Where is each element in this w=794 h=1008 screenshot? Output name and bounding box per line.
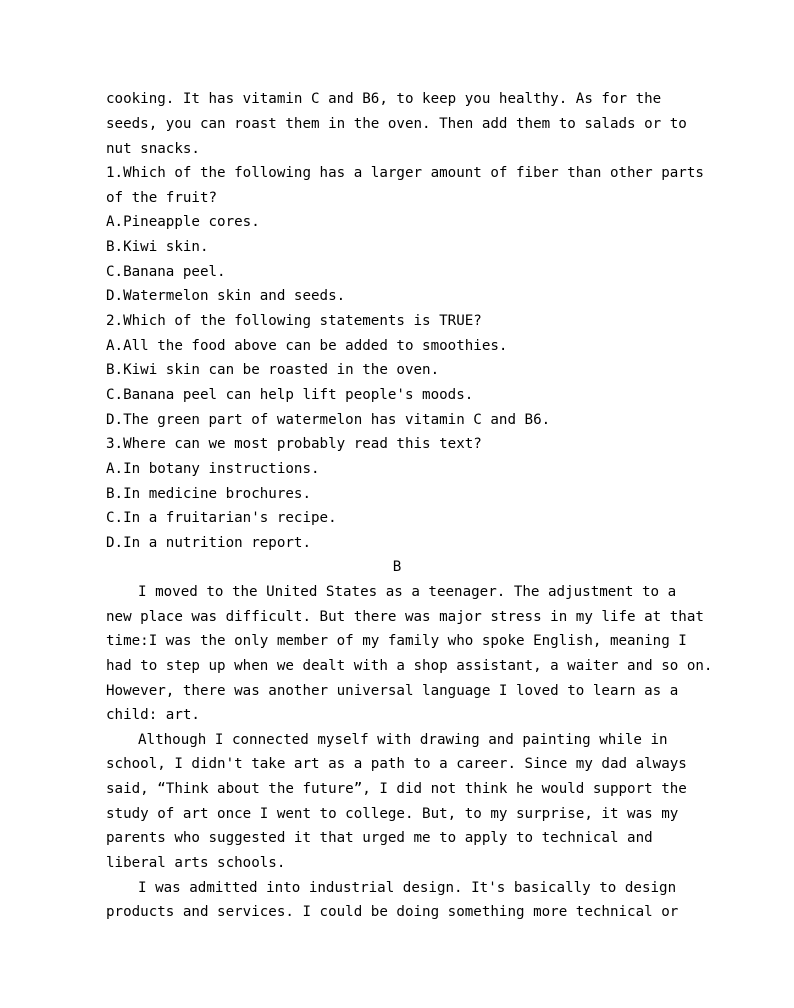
section-heading: B: [392, 559, 402, 575]
answer-option: C.In a fruitarian's recipe.: [106, 510, 337, 526]
text-line: I was admitted into industrial design. It's basically to design: [138, 880, 677, 896]
text-line: Although I connected myself with drawing and painting while in: [138, 732, 668, 748]
answer-option: B.Kiwi skin can be roasted in the oven.: [106, 362, 440, 378]
answer-option: A.All the food above can be added to smoothies.: [106, 338, 508, 354]
question-stem: 1.Which of the following has a larger amount of fiber than other parts: [106, 165, 704, 181]
text-line: had to step up when we dealt with a shop assistant, a waiter and so on.: [106, 658, 713, 674]
question-stem: 3.Where can we most probably read this text?: [106, 436, 482, 452]
answer-option: C.Banana peel.: [106, 264, 226, 280]
text-line: seeds, you can roast them in the oven. Then add them to salads or to: [106, 116, 687, 132]
answer-option: D.Watermelon skin and seeds.: [106, 288, 346, 304]
text-line: nut snacks.: [106, 141, 200, 157]
text-line: said, “Think about the future”, I did not think he would support the: [106, 781, 687, 797]
question-stem: of the fruit?: [106, 190, 218, 206]
text-line: I moved to the United States as a teenager. The adjustment to a: [138, 584, 677, 600]
answer-option: A.Pineapple cores.: [106, 214, 260, 230]
text-line: cooking. It has vitamin C and B6, to keep you healthy. As for the: [106, 91, 662, 107]
text-line: study of art once I went to college. But, to my surprise, it was my: [106, 806, 679, 822]
answer-option: A.In botany instructions.: [106, 461, 320, 477]
text-line: parents who suggested it that urged me to apply to technical and: [106, 830, 653, 846]
text-line: products and services. I could be doing something more technical or: [106, 904, 679, 920]
answer-option: C.Banana peel can help lift people's moods.: [106, 387, 474, 403]
text-line: child: art.: [106, 707, 200, 723]
question-stem: 2.Which of the following statements is TRUE?: [106, 313, 482, 329]
text-line: liberal arts schools.: [106, 855, 286, 871]
answer-option: B.In medicine brochures.: [106, 486, 311, 502]
text-line: new place was difficult. But there was major stress in my life at that: [106, 609, 704, 625]
text-line: time:I was the only member of my family who spoke English, meaning I: [106, 633, 687, 649]
text-line: school, I didn't take art as a path to a career. Since my dad always: [106, 756, 687, 772]
answer-option: D.The green part of watermelon has vitamin C and B6.: [106, 412, 551, 428]
answer-option: D.In a nutrition report.: [106, 535, 311, 551]
answer-option: B.Kiwi skin.: [106, 239, 209, 255]
text-line: However, there was another universal language I loved to learn as a: [106, 683, 679, 699]
